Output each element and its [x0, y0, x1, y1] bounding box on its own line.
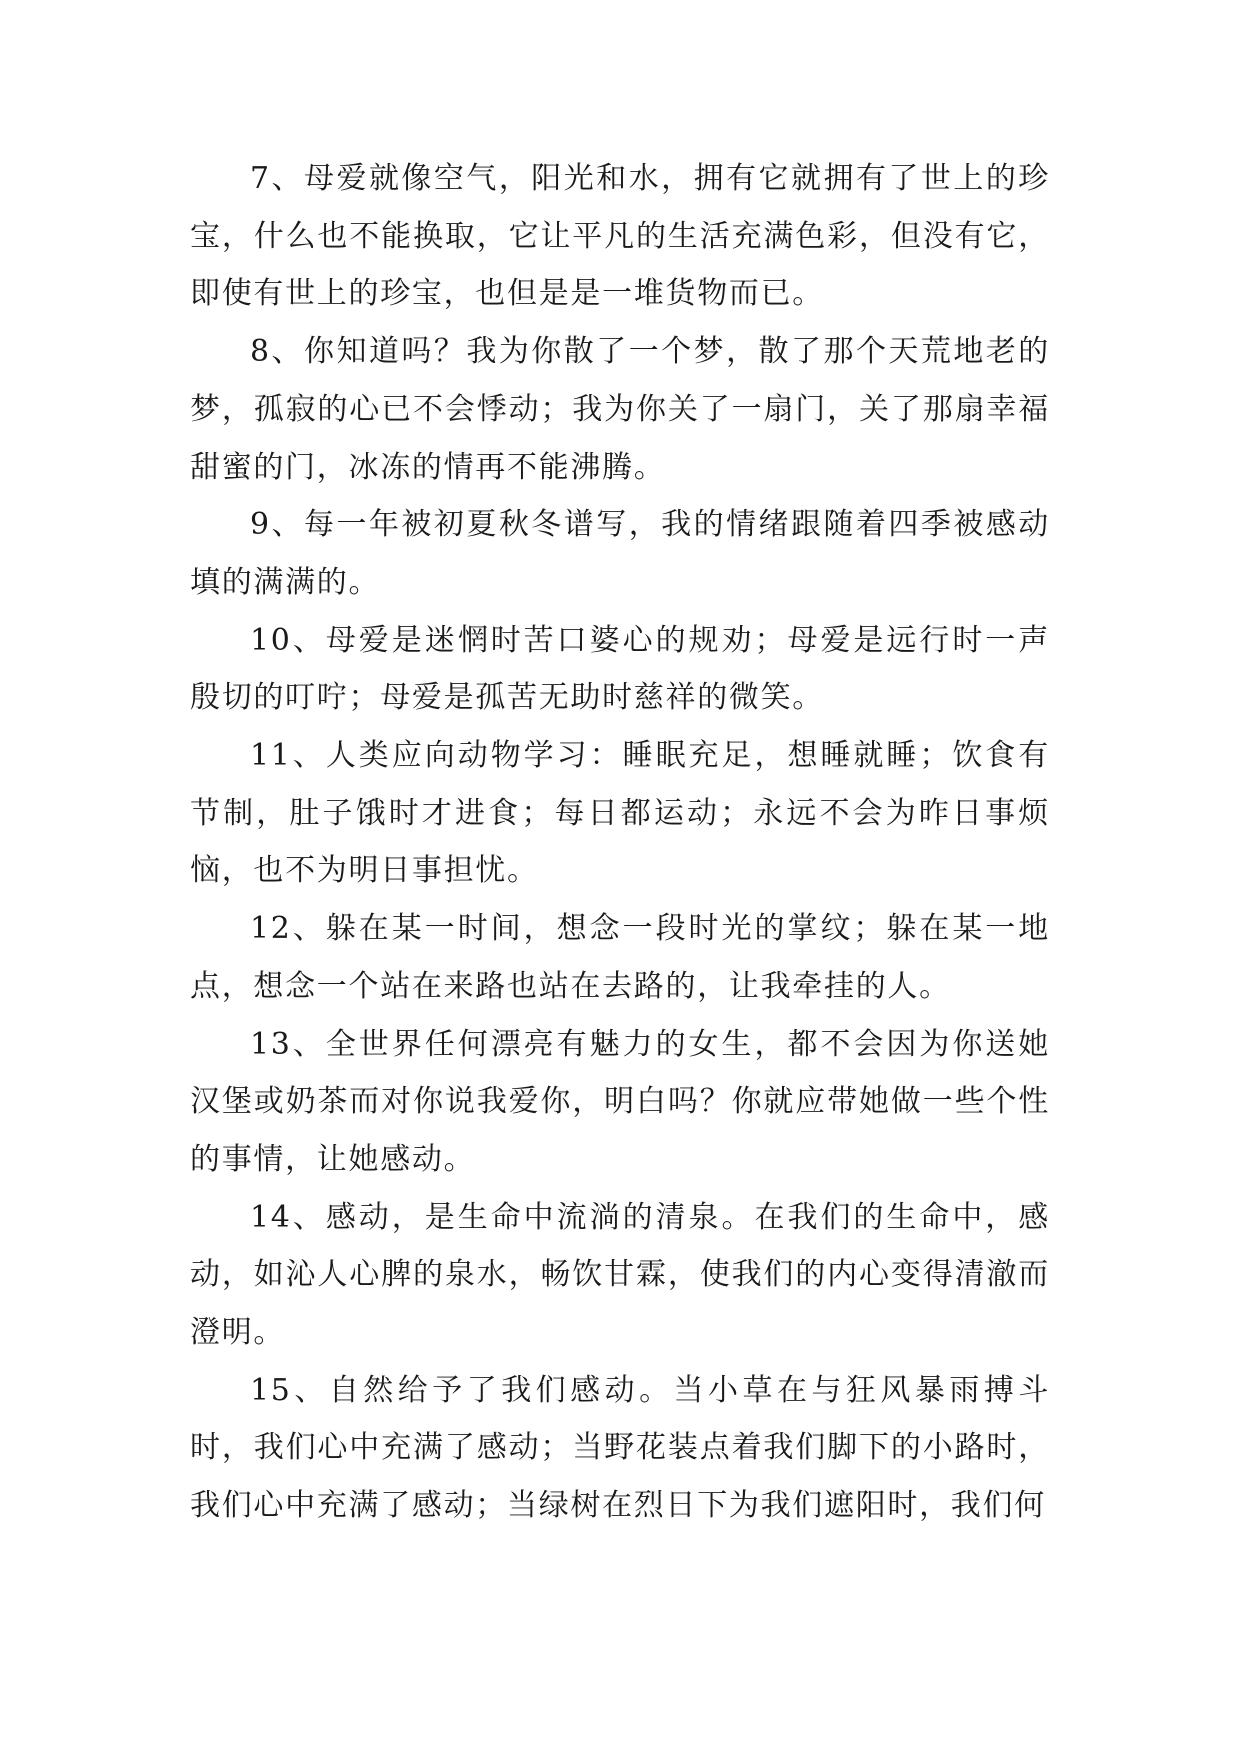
- document-page: [190, 150, 1050, 1535]
- paragraph-14: 14、感动，是生命中流淌的清泉。在我们的生命中，感动，如沁人心脾的泉水，畅饮甘霖，使我们的内心变得清澈而澄明。: [190, 1199, 1050, 1351]
- paragraph-8: 8、你知道吗？我为你散了一个梦，散了那个天荒地老的梦，孤寂的心已不会悸动；我为你关了一扇门，关了那扇幸福甜蜜的门，冰冻的情再不能沸腾。: [190, 334, 1050, 485]
- paragraph-9: 9、每一年被初夏秋冬谱写，我的情绪跟随着四季被感动填的满满的。: [190, 507, 1050, 600]
- paragraph-11: 11、人类应向动物学习：睡眠充足，想睡就睡；饮食有节制，肚子饿时才进食；每日都运动；永远不会为昨日事烦恼，也不为明日事担忧。: [190, 738, 1050, 889]
- paragraph-7: 7、母爱就像空气，阳光和水，拥有它就拥有了世上的珍宝，什么也不能换取，它让平凡的生活充满色彩，但没有它，即使有世上的珍宝，也但是是一堆货物而已。: [190, 161, 1050, 312]
- paragraph-12: 12、躲在某一时间，想念一段时光的掌纹；躲在某一地点，想念一个站在来路也站在去路的，让我牵挂的人。: [190, 911, 1050, 1004]
- paragraph-13: 13、全世界任何漂亮有魅力的女生，都不会因为你送她汉堡或奶茶而对你说我爱你，明白吗？你就应带她做一些个性的事情，让她感动。: [190, 1026, 1050, 1177]
- paragraph-15: 15、自然给予了我们感动。当小草在与狂风暴雨搏斗时，我们心中充满了感动；当野花装点着我们脚下的小路时，我们心中充满了感动；当绿树在烈日下为我们遮阳时，我们何: [190, 1372, 1050, 1524]
- paragraph-10: 10、母爱是迷惘时苦口婆心的规劝；母爱是远行时一声殷切的叮咛；母爱是孤苦无助时慈祥的微笑。: [190, 622, 1050, 716]
